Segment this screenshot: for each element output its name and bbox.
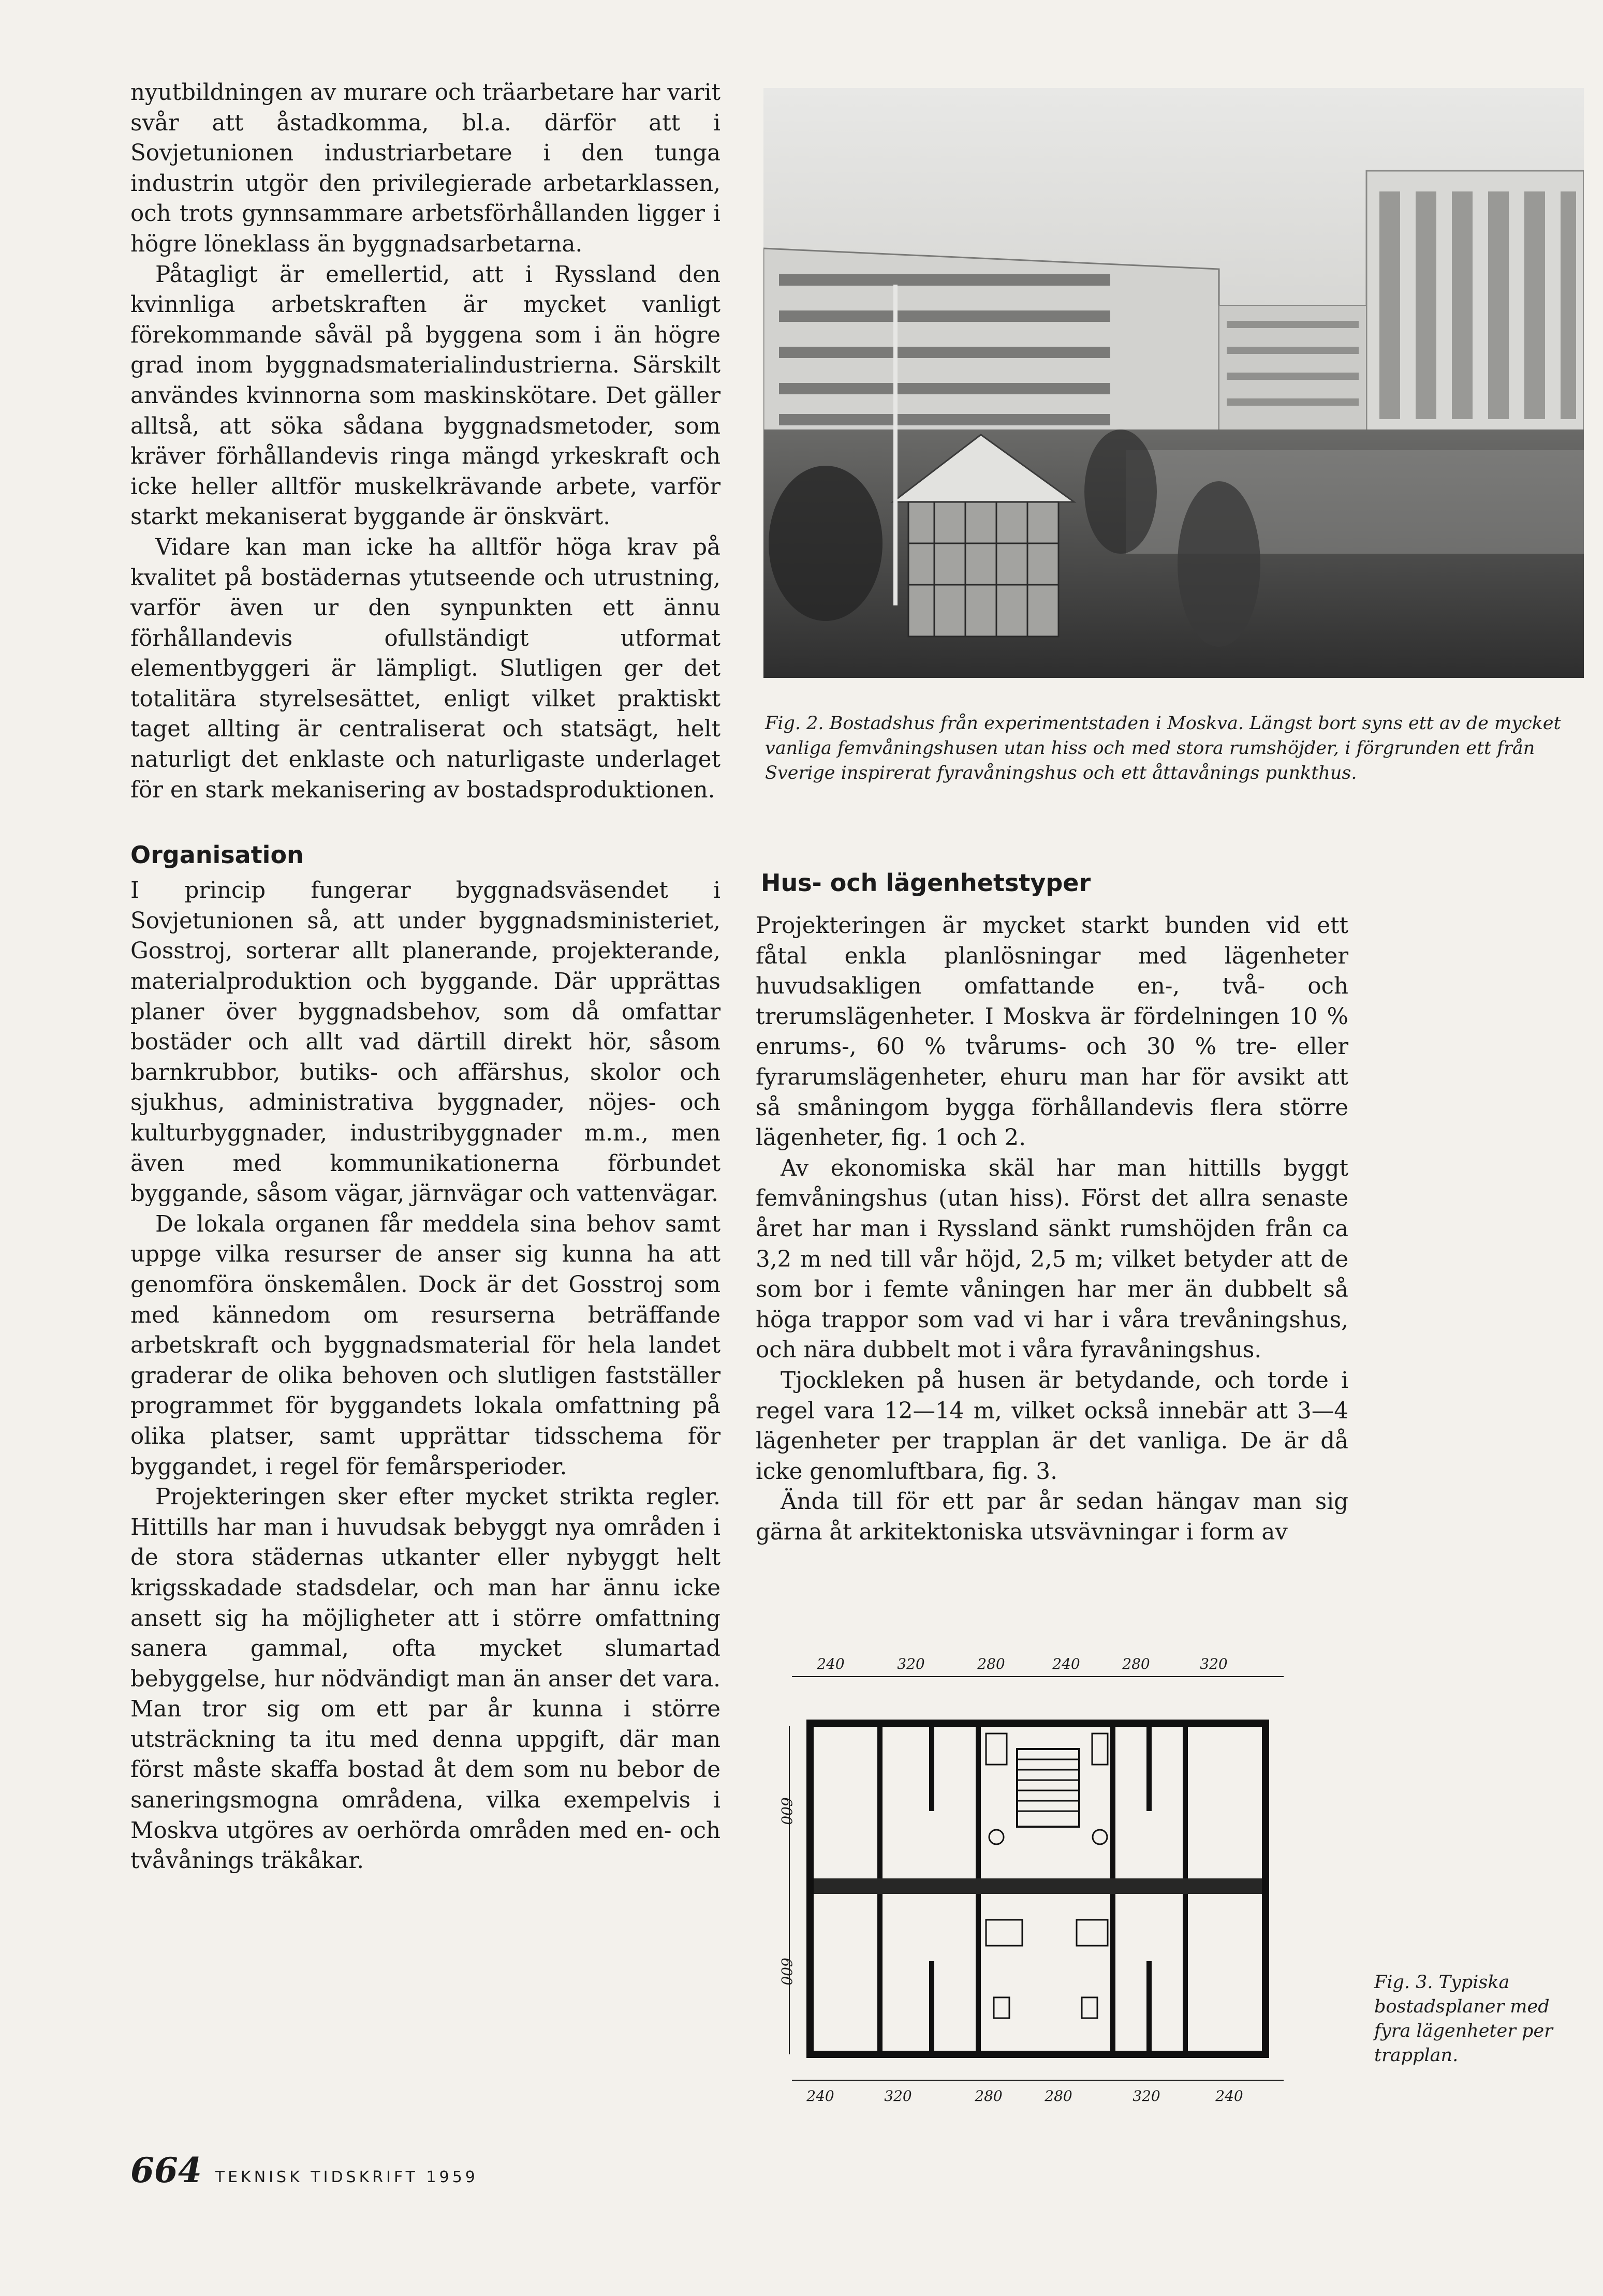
dim-bottom-1: 240 bbox=[806, 2087, 834, 2105]
paragraph: Av ekonomiska skäl har man hittills byggt femvåningshus (utan hiss). Först det allra senaste året har man i Ryssland sänkt rumshöjden från ca 3,2 m ned till vår höjd, 2,5 m; vilket betyder att de som bor i femte våningen har mer än dubbelt så höga trappor som vad vi har i våra trevåningshus, och nära dubbelt mot i våra fyravåningshus. bbox=[756, 1155, 1348, 1364]
dim-bottom-6: 240 bbox=[1215, 2087, 1243, 2105]
dim-bottom-4: 280 bbox=[1045, 2087, 1072, 2105]
left-column bbox=[130, 78, 720, 1876]
paragraph: I princip fungerar byggnadsväsendet i Sovjetunionen så, att under byggnadsministeriet, Gosstroj, sorterar allt planerande, projekterande, materialproduktion och byggande. Där upprättas planer över byggnadsbehov, som då omfattar bostäder och allt vad därtill direkt hör, såsom barnkrubbor, butiks- och affärshus, skolor och sjukhus, administrativa byggnader, nöjes- och kulturbyggnader, industribyggnader m.m., men även med kommunikationerna förbundet byggande, såsom vägar, järnvägar och vattenvägar. bbox=[130, 878, 720, 1207]
paragraph: Tjockleken på husen är betydande, och torde i regel vara 12—14 m, vilket också innebär att 3—4 lägenheter per trapplan är det vanliga. De är då icke genomluftbara, fig. 3. bbox=[756, 1367, 1348, 1485]
dim-bottom-3: 280 bbox=[975, 2087, 1003, 2105]
dim-top-3: 280 bbox=[977, 1655, 1005, 1672]
journal-name: TEKNISK TIDSKRIFT 1959 bbox=[215, 2168, 478, 2186]
fig3-floor-plan bbox=[761, 1640, 1343, 2116]
paragraph: Påtagligt är emellertid, att i Ryssland den kvinnliga arbetskraften är mycket vanligt förekommande såväl på byggena som i än högre grad inom byggnadsmaterialindustrierna. Särskilt användes kvinnorna som maskinskötare. Det gäller alltså, att söka sådana byggnadsmetoder, som kräver förhållandevis ringa mängd yrkeskraft och icke heller alltför muskelkrävande arbete, varför starkt mekaniserat byggande är önskvärt. bbox=[130, 261, 720, 530]
dim-bottom-2: 320 bbox=[884, 2087, 912, 2105]
paragraph: Projekteringen sker efter mycket strikta regler. Hittills har man i huvudsak bebyggt nya områden i de stora städernas utkanter eller nybyggt helt krigsskadade stadsdelar, och man har ännu icke ansett sig ha möjligheter att i större omfattning sanera gammal, ofta mycket slumartad bebyggelse, hur nödvändigt man än anser det vara. Man tror sig om ett par år kunna i större utsträckning ta itu med denna uppgift, där man först måste skaffa bostad åt dem som nu bebor de saneringsmogna områdena, vilka exempelvis i Moskva utgöres av oerhörda områden med en- och tvåvånings träkåkar. bbox=[130, 1484, 720, 1874]
section-heading-hus: Hus- och lägenhetstyper bbox=[761, 869, 1091, 897]
paragraph: Projekteringen är mycket starkt bunden vid ett fåtal enkla planlösningar med lägenheter huvudsakligen omfattande en-, två- och trerumslägenheter. I Moskva är fördelningen 10 % enrums-, 60 % tvårums- och 30 % tre- eller fyrarumslägenheter, ehuru man har för avsikt att så småningom bygga förhållandevis flera större lägenheter, fig. 1 och 2. bbox=[756, 913, 1348, 1151]
section-heading-organisation: Organisation bbox=[130, 841, 304, 869]
right-column bbox=[756, 911, 1348, 1547]
housing-photo-illustration bbox=[763, 88, 1584, 678]
dim-side-1: 600 bbox=[778, 1797, 795, 1825]
paragraph: De lokala organen får meddela sina behov samt uppge vilka resurser de anser sig kunna ha att genomföra önskemålen. Dock är det Gosstroj som med kännedom om resurserna beträffande arbetskraft och byggnadsmaterial för hela landet graderar de olika behoven och slutligen fastställer programmet för byggandets lokala omfattning på olika platser, samt upprättar tidsschema för byggandet, i regel för femårsperioder. bbox=[130, 1211, 720, 1480]
floor-plan-drawing bbox=[761, 1640, 1343, 2116]
paragraph: nyutbildningen av murare och träarbetare har varit svår att åstadkomma, bl.a. därför att i Sovjetunionen industriarbetare i den tunga industrin utgör den privilegierade arbetarklassen, och trots gynnsammare arbetsförhållanden ligger i högre löneklass än byggnadsarbetarna. bbox=[130, 80, 720, 257]
dim-top-6: 320 bbox=[1200, 1655, 1228, 1672]
dim-top-5: 280 bbox=[1122, 1655, 1150, 1672]
page-footer bbox=[130, 2150, 478, 2190]
fig2-caption: Fig. 2. Bostadshus från experimentstaden i Moskva. Längst bort syns ett av de mycket vanliga femvåningshusen utan hiss och med stora rumshöjder, i förgrunden ett från Sverige inspirerat fyravåningshus och ett åttavånings punkthus. bbox=[765, 713, 1561, 783]
dim-side-2: 600 bbox=[778, 1958, 795, 1986]
paragraph: Vidare kan man icke ha alltför höga krav på kvalitet på bostädernas ytutseende och utrustning, varför även ur den synpunkten ett ännu förhållandevis ofullständigt utformat elementbyggeri är lämpligt. Slutligen ger det totalitära styrelsesättet, enligt vilket praktiskt taget allting är centraliserat och statsägt, helt naturligt det enklaste och naturligaste underlaget för en stark mekanisering av bostadsproduktionen. bbox=[130, 534, 720, 803]
dim-top-4: 240 bbox=[1052, 1655, 1080, 1672]
fig2-photo bbox=[763, 88, 1584, 678]
paragraph: Ända till för ett par år sedan hängav man sig gärna åt arkitektoniska utsvävningar i form av bbox=[756, 1489, 1348, 1545]
dim-top-2: 320 bbox=[897, 1655, 925, 1672]
page-number: 664 bbox=[130, 2150, 202, 2190]
fig3-caption: Fig. 3. Typiska bostadsplaner med fyra lägenheter per trapplan. bbox=[1374, 1972, 1553, 2066]
dim-top-1: 240 bbox=[817, 1655, 845, 1672]
dim-bottom-5: 320 bbox=[1133, 2087, 1160, 2105]
